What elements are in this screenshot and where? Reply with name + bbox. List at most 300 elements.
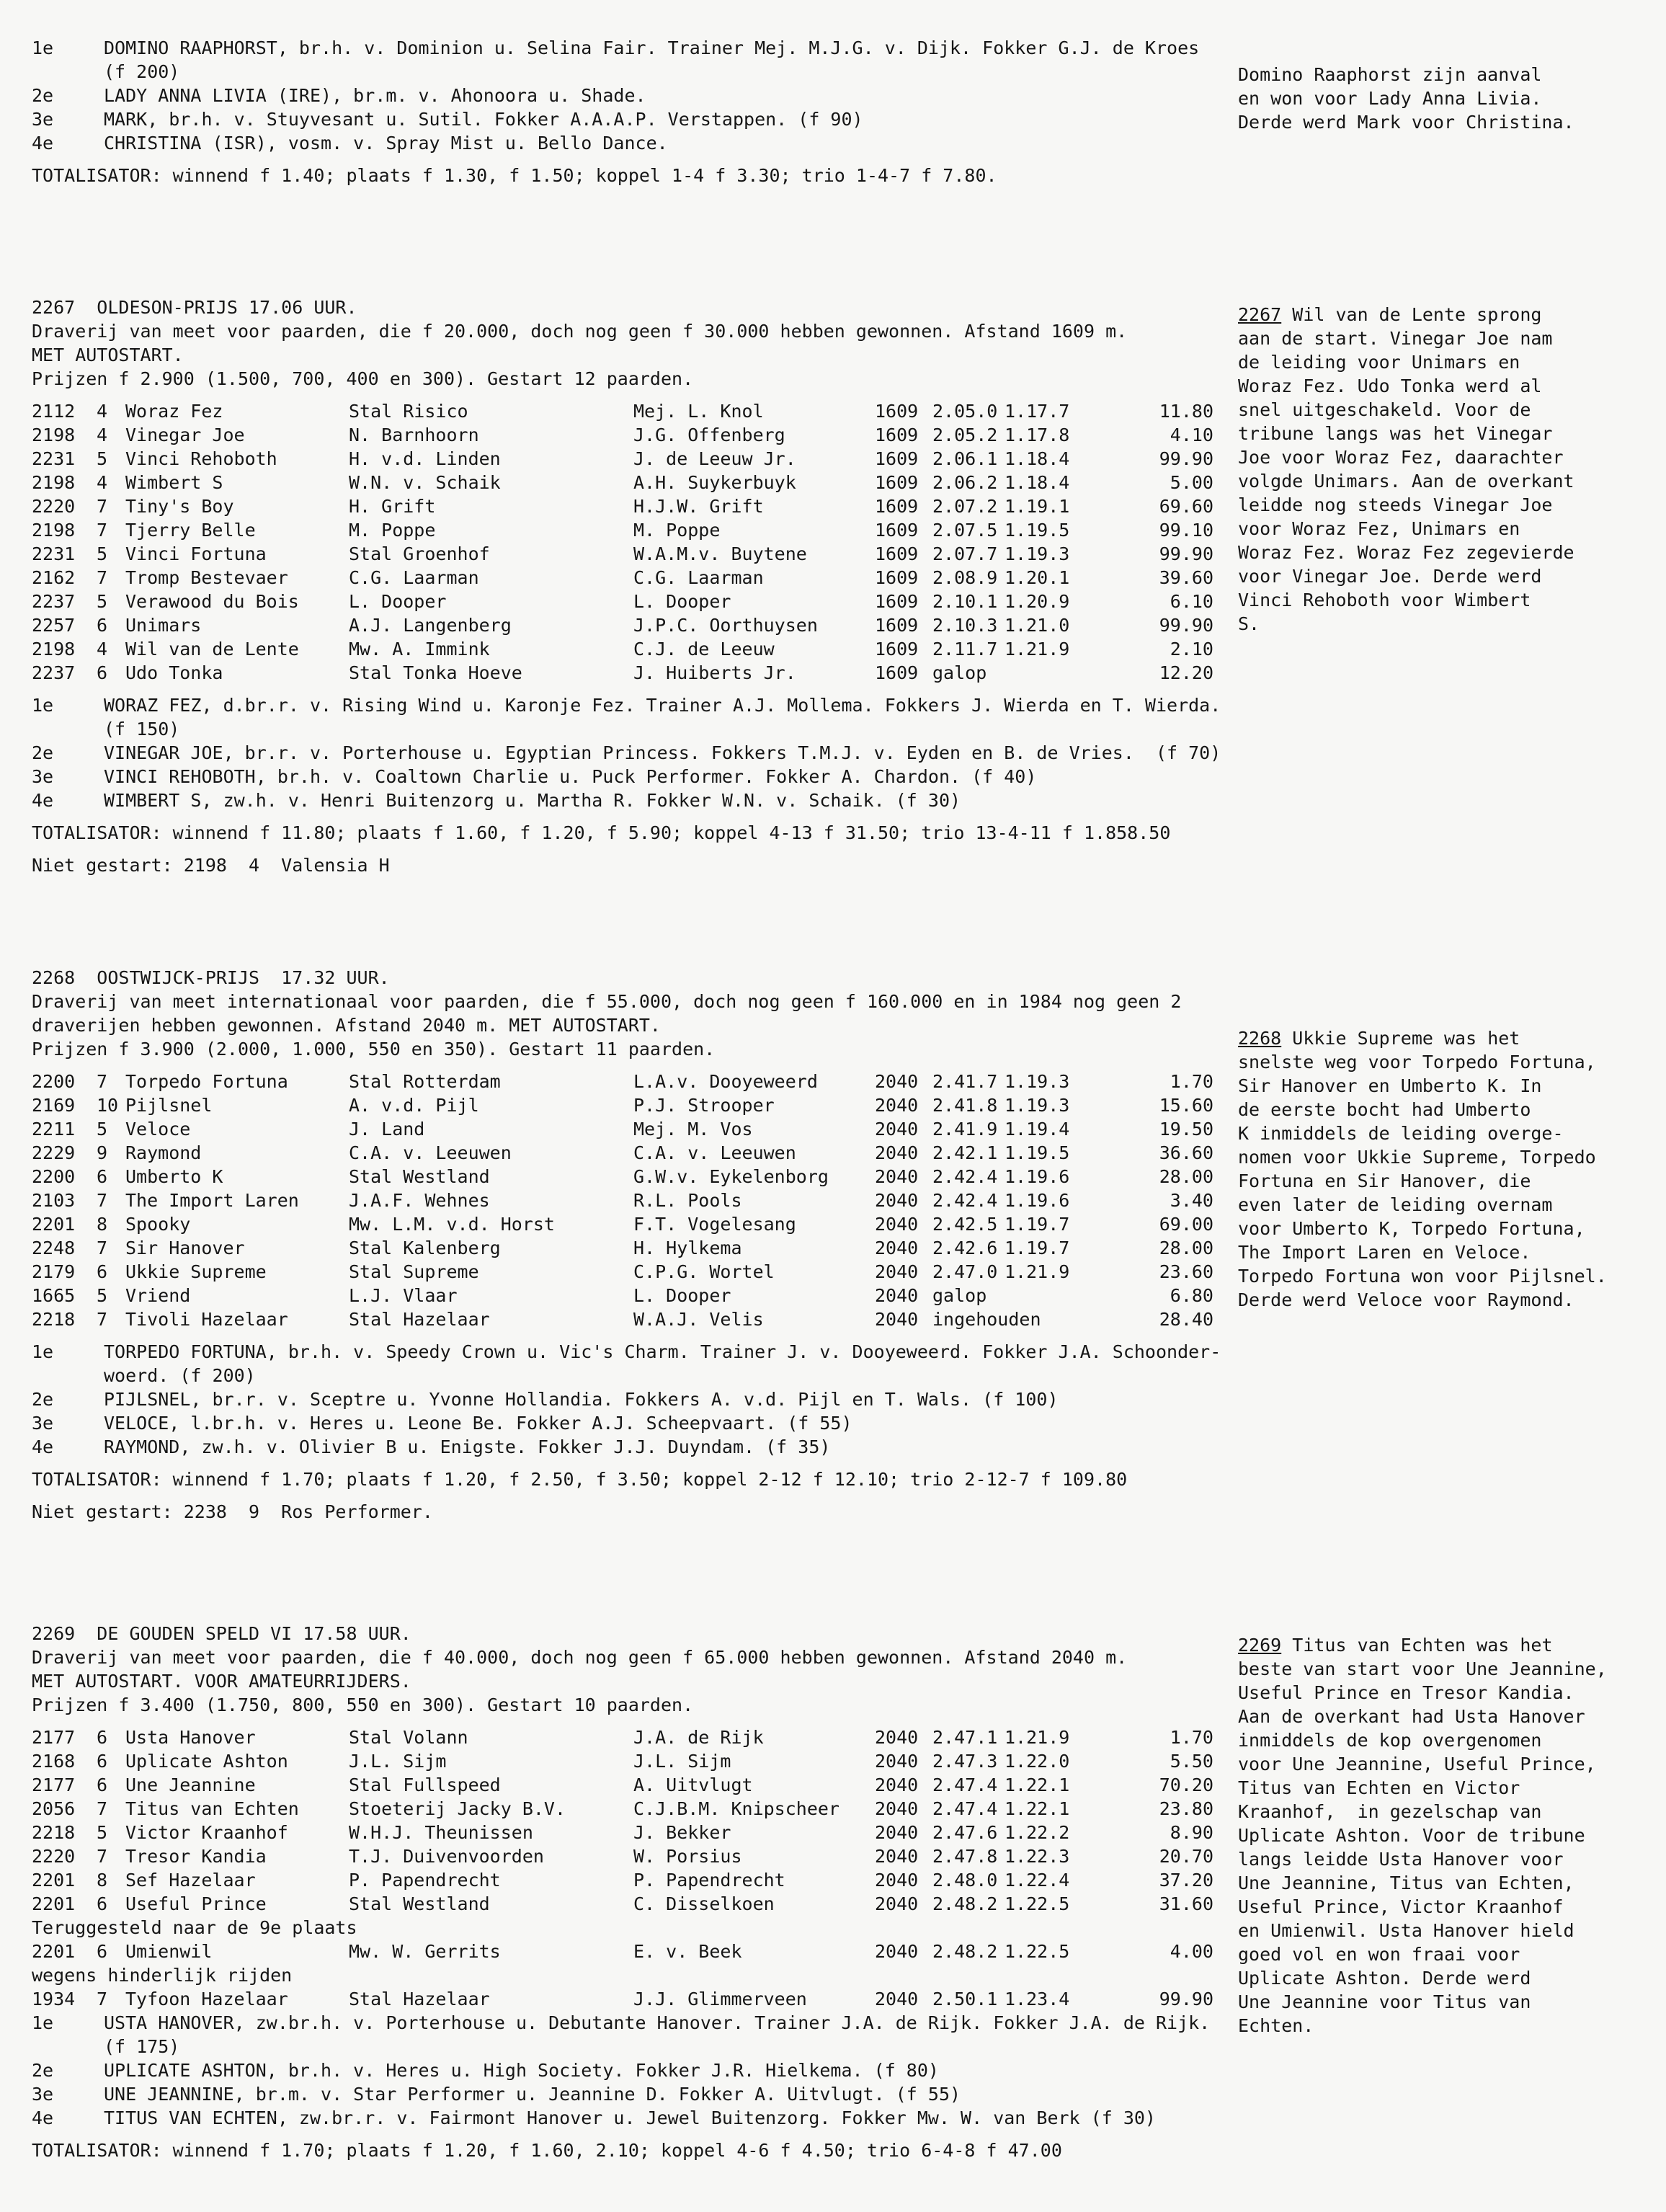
table-row bbox=[32, 494, 1228, 518]
cell-km-time: 1.19.6 bbox=[1004, 1166, 1070, 1187]
cell-distance: 1609 bbox=[875, 425, 919, 445]
cell-owner: J.L. Sijm bbox=[349, 1751, 447, 1772]
race-2268-placings bbox=[32, 1340, 1228, 1459]
cell-odds: 5.50 bbox=[1170, 1751, 1213, 1772]
cell-km-time: 1.22.4 bbox=[1004, 1870, 1070, 1891]
cell-time: 2.07.5 bbox=[932, 520, 998, 541]
cell-distance: 2040 bbox=[875, 1989, 919, 2009]
cell-age: 4 bbox=[97, 472, 108, 493]
cell-distance: 2040 bbox=[875, 1870, 919, 1891]
cell-odds: 2.10 bbox=[1170, 639, 1213, 659]
cell-odds: 5.00 bbox=[1170, 472, 1213, 493]
cell-distance: 1609 bbox=[875, 472, 919, 493]
cell-age: 6 bbox=[97, 1775, 108, 1795]
cell-km-time: 1.21.9 bbox=[1004, 1261, 1070, 1282]
condition-line: MET AUTOSTART. bbox=[32, 345, 184, 365]
cell-horse-name: Wil van de Lente bbox=[125, 639, 299, 659]
cell-driver: J.G. Offenberg bbox=[633, 425, 785, 445]
commentary-line: voor Une Jeannine, Useful Prince, bbox=[1238, 1754, 1596, 1775]
cell-distance: 1609 bbox=[875, 401, 919, 422]
table-row bbox=[32, 637, 1228, 661]
cell-horse-name: Vriend bbox=[125, 1285, 191, 1306]
cell-time: 2.05.2 bbox=[932, 425, 998, 445]
cell-distance: 2040 bbox=[875, 1941, 919, 1962]
cell-owner: N. Barnhoorn bbox=[349, 425, 479, 445]
placing-text: CHRISTINA (ISR), vosm. v. Spray Mist u. Bello Dance. bbox=[104, 133, 668, 154]
cell-age: 6 bbox=[97, 1727, 108, 1748]
placing-row bbox=[32, 789, 1228, 812]
cell-time: 2.47.4 bbox=[932, 1798, 998, 1819]
cell-owner: Stoeterij Jacky B.V. bbox=[349, 1798, 566, 1819]
cell-odds: 6.10 bbox=[1170, 591, 1213, 612]
cell-age: 7 bbox=[97, 496, 108, 517]
cell-horse-name: Sir Hanover bbox=[125, 1238, 245, 1258]
placing-row bbox=[32, 741, 1228, 765]
cell-distance: 1609 bbox=[875, 448, 919, 469]
table-row bbox=[32, 471, 1228, 494]
commentary-line: voor Umberto K, Torpedo Fortuna, bbox=[1238, 1218, 1585, 1239]
cell-horse-name: Tiny's Boy bbox=[125, 496, 234, 517]
cell-km-time: 1.23.4 bbox=[1004, 1989, 1070, 2009]
table-row bbox=[32, 518, 1228, 542]
cell-km-time: 1.21.0 bbox=[1004, 615, 1070, 636]
cell-km-time: 1.22.5 bbox=[1004, 1893, 1070, 1914]
cell-distance: 2040 bbox=[875, 1846, 919, 1867]
race-2268-title: 2268 OOSTWIJCK-PRIJS 17.32 UUR. bbox=[32, 967, 390, 988]
cell-time: 2.47.1 bbox=[932, 1727, 998, 1748]
race-1-commentary bbox=[1238, 63, 1656, 134]
cell-time: 2.47.6 bbox=[932, 1822, 998, 1843]
cell-owner: Stal Kalenberg bbox=[349, 1238, 501, 1258]
commentary-line: Derde werd Mark voor Christina. bbox=[1238, 112, 1574, 133]
table-row bbox=[32, 1070, 1228, 1093]
commentary-race-number: 2269 bbox=[1238, 1635, 1282, 1656]
race-2267-conditions bbox=[32, 319, 1228, 391]
table-row bbox=[32, 1284, 1228, 1307]
table-row bbox=[32, 447, 1228, 471]
cell-race-ref: 2211 bbox=[32, 1119, 76, 1140]
cell-age: 6 bbox=[97, 1893, 108, 1914]
cell-km-time: 1.17.7 bbox=[1004, 401, 1070, 422]
table-row bbox=[32, 423, 1228, 447]
placing-text-continued: (f 150) bbox=[104, 719, 180, 739]
cell-owner: Stal Rotterdam bbox=[349, 1071, 501, 1092]
cell-horse-name: Titus van Echten bbox=[125, 1798, 299, 1819]
commentary-line: Echten. bbox=[1238, 2015, 1314, 2036]
placing-row bbox=[32, 1435, 1228, 1459]
cell-horse-name: Tivoli Hazelaar bbox=[125, 1309, 288, 1330]
cell-owner: C.A. v. Leeuwen bbox=[349, 1142, 512, 1163]
placing-position: 2e bbox=[32, 1389, 54, 1410]
cell-age: 6 bbox=[97, 1941, 108, 1962]
cell-odds: 39.60 bbox=[1159, 567, 1213, 588]
cell-owner: Stal Tonka Hoeve bbox=[349, 662, 522, 683]
cell-horse-name: Torpedo Fortuna bbox=[125, 1071, 288, 1092]
placing-text-continued: (f 200) bbox=[104, 61, 180, 82]
placing-position: 4e bbox=[32, 1436, 54, 1457]
cell-odds: 28.40 bbox=[1159, 1309, 1213, 1330]
commentary-line: tribune langs was het Vinegar bbox=[1238, 423, 1553, 444]
placing-text: LADY ANNA LIVIA (IRE), br.m. v. Ahonoora u. Shade. bbox=[104, 85, 646, 106]
race-1-placings bbox=[32, 36, 1228, 155]
cell-distance: 2040 bbox=[875, 1727, 919, 1748]
placing-row bbox=[32, 2011, 1228, 2035]
condition-line: Draverij van meet voor paarden, die f 40.000, doch nog geen f 65.000 hebben gewonnen. Afstand 2040 m. bbox=[32, 1647, 1128, 1668]
cell-race-ref: 2169 bbox=[32, 1095, 76, 1116]
cell-km-time: 1.19.3 bbox=[1004, 543, 1070, 564]
cell-time: 2.11.7 bbox=[932, 639, 998, 659]
cell-race-ref: 2162 bbox=[32, 567, 76, 588]
table-row bbox=[32, 1844, 1228, 1868]
placing-text: TORPEDO FORTUNA, br.h. v. Speedy Crown u. Vic's Charm. Trainer J. v. Dooyeweerd. Fokker J.A. Schoonder- bbox=[104, 1341, 1221, 1362]
cell-time: ingehouden bbox=[932, 1309, 1041, 1330]
cell-horse-name: Umienwil bbox=[125, 1941, 213, 1962]
placing-position: 4e bbox=[32, 790, 54, 811]
cell-race-ref: 1934 bbox=[32, 1989, 76, 2009]
cell-odds: 28.00 bbox=[1159, 1238, 1213, 1258]
table-row bbox=[32, 1117, 1228, 1141]
cell-horse-name: Sef Hazelaar bbox=[125, 1870, 256, 1891]
cell-distance: 2040 bbox=[875, 1142, 919, 1163]
cell-driver: C.G. Laarman bbox=[633, 567, 764, 588]
cell-time: 2.41.8 bbox=[932, 1095, 998, 1116]
cell-driver: W. Porsius bbox=[633, 1846, 742, 1867]
condition-line: Draverij van meet internationaal voor paarden, die f 55.000, doch nog geen f 160.000 en in 1984 nog geen 2 bbox=[32, 991, 1182, 1012]
cell-age: 7 bbox=[97, 1989, 108, 2009]
placing-text: TITUS VAN ECHTEN, zw.br.r. v. Fairmont Hanover u. Jewel Buitenzorg. Fokker Mw. W. van Berk (f 30) bbox=[104, 2107, 1156, 2128]
cell-owner: Stal Fullspeed bbox=[349, 1775, 501, 1795]
cell-owner: A.J. Langenberg bbox=[349, 615, 512, 636]
cell-age: 5 bbox=[97, 1119, 108, 1140]
cell-distance: 1609 bbox=[875, 543, 919, 564]
cell-time: 2.47.4 bbox=[932, 1775, 998, 1795]
cell-distance: 2040 bbox=[875, 1798, 919, 1819]
cell-age: 6 bbox=[97, 1166, 108, 1187]
cell-horse-name: Une Jeannine bbox=[125, 1775, 256, 1795]
table-row bbox=[32, 399, 1228, 423]
cell-distance: 2040 bbox=[875, 1190, 919, 1211]
cell-race-ref: 2179 bbox=[32, 1261, 76, 1282]
commentary-line: en won voor Lady Anna Livia. bbox=[1238, 88, 1542, 109]
race-2268-not-started: Niet gestart: 2238 9 Ros Performer. bbox=[32, 1501, 433, 1522]
cell-race-ref: 2231 bbox=[32, 543, 76, 564]
table-row bbox=[32, 1189, 1228, 1212]
race-2267-results-table bbox=[32, 399, 1228, 685]
cell-time: 2.08.9 bbox=[932, 567, 998, 588]
commentary-line: Kraanhof, in gezelschap van bbox=[1238, 1801, 1542, 1822]
table-row bbox=[32, 613, 1228, 637]
placing-text: VINCI REHOBOTH, br.h. v. Coaltown Charlie u. Puck Performer. Fokker A. Chardon. (f 40) bbox=[104, 766, 1037, 787]
cell-odds: 3.40 bbox=[1170, 1190, 1213, 1211]
cell-odds: 23.60 bbox=[1159, 1261, 1213, 1282]
cell-km-time: 1.22.0 bbox=[1004, 1751, 1070, 1772]
cell-time: 2.10.3 bbox=[932, 615, 998, 636]
cell-age: 7 bbox=[97, 1309, 108, 1330]
cell-odds: 28.00 bbox=[1159, 1166, 1213, 1187]
cell-time: 2.42.4 bbox=[932, 1166, 998, 1187]
commentary-line: voor Woraz Fez, Unimars en bbox=[1238, 518, 1520, 539]
commentary-line: leidde nog steeds Vinegar Joe bbox=[1238, 494, 1553, 515]
cell-age: 4 bbox=[97, 639, 108, 659]
placing-row bbox=[32, 36, 1228, 60]
cell-race-ref: 2177 bbox=[32, 1727, 76, 1748]
cell-distance: 2040 bbox=[875, 1166, 919, 1187]
cell-race-ref: 2237 bbox=[32, 662, 76, 683]
cell-age: 10 bbox=[97, 1095, 119, 1116]
placing-text: MARK, br.h. v. Stuyvesant u. Sutil. Fokker A.A.A.P. Verstappen. (f 90) bbox=[104, 109, 863, 130]
table-row bbox=[32, 590, 1228, 613]
commentary-line: de eerste bocht had Umberto bbox=[1238, 1099, 1531, 1120]
cell-distance: 1609 bbox=[875, 591, 919, 612]
cell-distance: 2040 bbox=[875, 1285, 919, 1306]
cell-owner: Mw. A. Immink bbox=[349, 639, 490, 659]
cell-distance: 2040 bbox=[875, 1309, 919, 1330]
cell-km-time: 1.20.9 bbox=[1004, 591, 1070, 612]
table-row bbox=[32, 542, 1228, 566]
cell-race-ref: 2200 bbox=[32, 1071, 76, 1092]
cell-driver: J. de Leeuw Jr. bbox=[633, 448, 796, 469]
cell-km-time: 1.21.9 bbox=[1004, 639, 1070, 659]
cell-time: 2.07.2 bbox=[932, 496, 998, 517]
placing-position: 1e bbox=[32, 695, 54, 716]
cell-horse-name: Umberto K bbox=[125, 1166, 223, 1187]
cell-horse-name: The Import Laren bbox=[125, 1190, 299, 1211]
commentary-race-number: 2267 bbox=[1238, 304, 1282, 325]
cell-age: 5 bbox=[97, 591, 108, 612]
commentary-line: K inmiddels de leiding overge- bbox=[1238, 1123, 1564, 1144]
cell-distance: 2040 bbox=[875, 1071, 919, 1092]
commentary-line: Torpedo Fortuna won voor Pijlsnel. bbox=[1238, 1266, 1607, 1287]
cell-distance: 2040 bbox=[875, 1261, 919, 1282]
cell-owner: Stal Hazelaar bbox=[349, 1989, 490, 2009]
placing-row bbox=[32, 693, 1228, 717]
race-2269-placings bbox=[32, 2011, 1228, 2130]
race-2268-commentary bbox=[1238, 1026, 1656, 1312]
cell-owner: L. Dooper bbox=[349, 591, 447, 612]
placing-text: WIMBERT S, zw.h. v. Henri Buitenzorg u. Martha R. Fokker W.N. v. Schaik. (f 30) bbox=[104, 790, 961, 811]
condition-line: Prijzen f 3.900 (2.000, 1.000, 550 en 350). Gestart 11 paarden. bbox=[32, 1039, 716, 1060]
cell-odds: 99.10 bbox=[1159, 520, 1213, 541]
placing-row bbox=[32, 2082, 1228, 2106]
condition-line: Prijzen f 3.400 (1.750, 800, 550 en 300). Gestart 10 paarden. bbox=[32, 1694, 694, 1715]
cell-owner: W.N. v. Schaik bbox=[349, 472, 501, 493]
cell-age: 7 bbox=[97, 1238, 108, 1258]
cell-race-ref: 2103 bbox=[32, 1190, 76, 1211]
cell-driver: M. Poppe bbox=[633, 520, 721, 541]
cell-race-ref: 2201 bbox=[32, 1893, 76, 1914]
cell-age: 5 bbox=[97, 543, 108, 564]
cell-time: 2.41.7 bbox=[932, 1071, 998, 1092]
commentary-line: Woraz Fez. Woraz Fez zegevierde bbox=[1238, 542, 1574, 563]
cell-horse-name: Udo Tonka bbox=[125, 662, 223, 683]
cell-horse-name: Vinci Rehoboth bbox=[125, 448, 277, 469]
cell-driver: H.J.W. Grift bbox=[633, 496, 764, 517]
commentary-line: Useful Prince, Victor Kraanhof bbox=[1238, 1896, 1564, 1917]
cell-owner: P. Papendrecht bbox=[349, 1870, 501, 1891]
cell-driver: L. Dooper bbox=[633, 1285, 731, 1306]
cell-time: 2.06.2 bbox=[932, 472, 998, 493]
placing-text: RAYMOND, zw.h. v. Olivier B u. Enigste. Fokker J.J. Duyndam. (f 35) bbox=[104, 1436, 831, 1457]
placing-row bbox=[32, 2058, 1228, 2082]
cell-odds: 11.80 bbox=[1159, 401, 1213, 422]
table-row bbox=[32, 1093, 1228, 1117]
cell-odds: 6.80 bbox=[1170, 1285, 1213, 1306]
cell-driver: W.A.J. Velis bbox=[633, 1309, 764, 1330]
commentary-line: volgde Unimars. Aan de overkant bbox=[1238, 471, 1574, 492]
placing-text: UPLICATE ASHTON, br.h. v. Heres u. High Society. Fokker J.R. Hielkema. (f 80) bbox=[104, 2060, 939, 2081]
cell-owner: T.J. Duivenvoorden bbox=[349, 1846, 544, 1867]
cell-horse-name: Spooky bbox=[125, 1214, 191, 1235]
cell-distance: 2040 bbox=[875, 1095, 919, 1116]
cell-driver: C.J.B.M. Knipscheer bbox=[633, 1798, 839, 1819]
cell-horse-name: Wimbert S bbox=[125, 472, 223, 493]
race-2269-section bbox=[32, 1622, 1228, 2162]
cell-driver: F.T. Vogelesang bbox=[633, 1214, 796, 1235]
cell-age: 7 bbox=[97, 567, 108, 588]
cell-horse-name: Raymond bbox=[125, 1142, 202, 1163]
race-2268-results-table bbox=[32, 1070, 1228, 1331]
cell-time: galop bbox=[932, 662, 987, 683]
cell-odds: 1.70 bbox=[1170, 1727, 1213, 1748]
cell-driver: W.A.M.v. Buytene bbox=[633, 543, 807, 564]
cell-odds: 37.20 bbox=[1159, 1870, 1213, 1891]
cell-distance: 2040 bbox=[875, 1214, 919, 1235]
cell-distance: 1609 bbox=[875, 662, 919, 683]
commentary-line: Uplicate Ashton. Derde werd bbox=[1238, 1968, 1531, 1989]
placing-position: 2e bbox=[32, 85, 54, 106]
cell-odds: 8.90 bbox=[1170, 1822, 1213, 1843]
commentary-line: voor Vinegar Joe. Derde werd bbox=[1238, 566, 1542, 587]
cell-km-time: 1.22.3 bbox=[1004, 1846, 1070, 1867]
cell-horse-name: Ukkie Supreme bbox=[125, 1261, 267, 1282]
commentary-line: Uplicate Ashton. Voor de tribune bbox=[1238, 1825, 1585, 1846]
cell-time: 2.48.2 bbox=[932, 1893, 998, 1914]
commentary-line: Aan de overkant had Usta Hanover bbox=[1238, 1706, 1585, 1727]
cell-time: 2.42.5 bbox=[932, 1214, 998, 1235]
cell-odds: 36.60 bbox=[1159, 1142, 1213, 1163]
cell-age: 6 bbox=[97, 1751, 108, 1772]
commentary-line: en Umienwil. Usta Hanover hield bbox=[1238, 1920, 1574, 1941]
cell-distance: 2040 bbox=[875, 1822, 919, 1843]
cell-driver: G.W.v. Eykelenborg bbox=[633, 1166, 829, 1187]
cell-km-time: 1.22.1 bbox=[1004, 1798, 1070, 1819]
cell-odds: 15.60 bbox=[1159, 1095, 1213, 1116]
table-note: wegens hinderlijk rijden bbox=[32, 1965, 293, 1986]
commentary-line: Une Jeannine, Titus van Echten, bbox=[1238, 1873, 1574, 1893]
cell-odds: 99.90 bbox=[1159, 615, 1213, 636]
commentary-line: S. bbox=[1238, 613, 1260, 634]
cell-distance: 2040 bbox=[875, 1238, 919, 1258]
commentary-line: Sir Hanover en Umberto K. In bbox=[1238, 1075, 1542, 1096]
cell-race-ref: 2218 bbox=[32, 1309, 76, 1330]
placing-position: 3e bbox=[32, 109, 54, 130]
cell-race-ref: 2056 bbox=[32, 1798, 76, 1819]
cell-race-ref: 2229 bbox=[32, 1142, 76, 1163]
commentary-line: langs leidde Usta Hanover voor bbox=[1238, 1849, 1564, 1870]
cell-age: 7 bbox=[97, 1071, 108, 1092]
cell-distance: 1609 bbox=[875, 615, 919, 636]
cell-time: 2.48.0 bbox=[932, 1870, 998, 1891]
commentary-line: Titus van Echten was het bbox=[1281, 1635, 1553, 1656]
cell-race-ref: 2177 bbox=[32, 1775, 76, 1795]
cell-km-time: 1.18.4 bbox=[1004, 448, 1070, 469]
commentary-line: Une Jeannine voor Titus van bbox=[1238, 1991, 1531, 2012]
cell-driver: J. Huiberts Jr. bbox=[633, 662, 796, 683]
commentary-line: goed vol en won fraai voor bbox=[1238, 1944, 1520, 1965]
cell-owner: Mw. W. Gerrits bbox=[349, 1941, 501, 1962]
cell-race-ref: 2237 bbox=[32, 591, 76, 612]
cell-owner: C.G. Laarman bbox=[349, 567, 479, 588]
race-2267-not-started: Niet gestart: 2198 4 Valensia H bbox=[32, 855, 390, 876]
cell-owner: Stal Hazelaar bbox=[349, 1309, 490, 1330]
cell-time: 2.05.0 bbox=[932, 401, 998, 422]
cell-race-ref: 2168 bbox=[32, 1751, 76, 1772]
placing-row bbox=[32, 131, 1228, 155]
cell-time: galop bbox=[932, 1285, 987, 1306]
table-row bbox=[32, 1987, 1228, 2011]
commentary-line: Useful Prince en Tresor Kandia. bbox=[1238, 1682, 1574, 1703]
cell-age: 8 bbox=[97, 1870, 108, 1891]
cell-km-time: 1.19.1 bbox=[1004, 496, 1070, 517]
cell-time: 2.07.7 bbox=[932, 543, 998, 564]
cell-owner: Stal Westland bbox=[349, 1893, 490, 1914]
cell-race-ref: 2231 bbox=[32, 448, 76, 469]
cell-km-time: 1.22.1 bbox=[1004, 1775, 1070, 1795]
cell-km-time: 1.19.5 bbox=[1004, 1142, 1070, 1163]
table-row bbox=[32, 1892, 1228, 1916]
cell-odds: 12.20 bbox=[1159, 662, 1213, 683]
placing-position: 1e bbox=[32, 2012, 54, 2033]
cell-distance: 2040 bbox=[875, 1119, 919, 1140]
cell-time: 2.50.1 bbox=[932, 1989, 998, 2009]
cell-horse-name: Vinegar Joe bbox=[125, 425, 245, 445]
cell-driver: Mej. M. Vos bbox=[633, 1119, 753, 1140]
cell-owner: Stal Groenhof bbox=[349, 543, 490, 564]
placing-position: 3e bbox=[32, 2084, 54, 2105]
race-2267-commentary bbox=[1238, 303, 1656, 636]
cell-race-ref: 2198 bbox=[32, 639, 76, 659]
cell-age: 6 bbox=[97, 662, 108, 683]
cell-horse-name: Tresor Kandia bbox=[125, 1846, 267, 1867]
placing-position: 1e bbox=[32, 37, 54, 58]
placing-text-continued: woerd. (f 200) bbox=[104, 1365, 256, 1386]
cell-age: 6 bbox=[97, 1261, 108, 1282]
cell-distance: 2040 bbox=[875, 1893, 919, 1914]
commentary-line: even later de leiding overnam bbox=[1238, 1194, 1553, 1215]
cell-horse-name: Tyfoon Hazelaar bbox=[125, 1989, 288, 2009]
cell-distance: 1609 bbox=[875, 567, 919, 588]
cell-owner: Stal Risico bbox=[349, 401, 468, 422]
condition-line: draverijen hebben gewonnen. Afstand 2040 m. MET AUTOSTART. bbox=[32, 1015, 661, 1036]
cell-odds: 19.50 bbox=[1159, 1119, 1213, 1140]
table-row bbox=[32, 1165, 1228, 1189]
cell-horse-name: Vinci Fortuna bbox=[125, 543, 267, 564]
cell-owner: L.J. Vlaar bbox=[349, 1285, 458, 1306]
race-2267-section bbox=[32, 296, 1228, 877]
commentary-line: snel uitgeschakeld. Voor de bbox=[1238, 399, 1531, 420]
cell-race-ref: 2220 bbox=[32, 1846, 76, 1867]
race-2267-title: 2267 OLDESON-PRIJS 17.06 UUR. bbox=[32, 297, 357, 318]
cell-distance: 2040 bbox=[875, 1751, 919, 1772]
cell-age: 7 bbox=[97, 1190, 108, 1211]
cell-km-time: 1.19.6 bbox=[1004, 1190, 1070, 1211]
cell-horse-name: Useful Prince bbox=[125, 1893, 267, 1914]
table-row bbox=[32, 1868, 1228, 1892]
placing-row bbox=[32, 765, 1228, 789]
cell-race-ref: 2198 bbox=[32, 425, 76, 445]
cell-driver: P. Papendrecht bbox=[633, 1870, 785, 1891]
cell-time: 2.47.0 bbox=[932, 1261, 998, 1282]
